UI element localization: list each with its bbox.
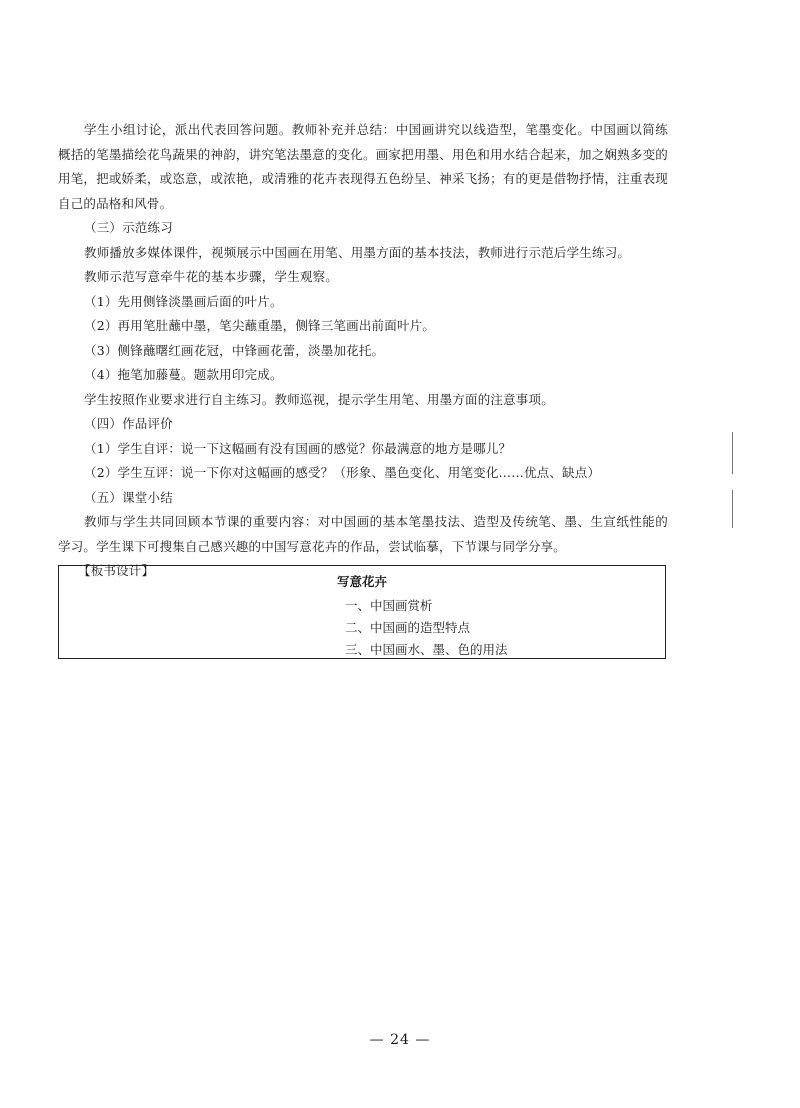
section-heading-evaluation: （四）作品评价 [84, 416, 173, 431]
board-design-box [58, 565, 666, 659]
steps-intro-paragraph: 教师示范写意牵牛花的基本步骤，学生观察。 [84, 269, 339, 284]
board-design-label: 【板书设计】 [78, 563, 155, 578]
evaluation-item: （2）学生互评：说一下你对这幅画的感受？（形象、墨色变化、用笔变化……优点、缺点） [84, 465, 601, 480]
step-item: （2）再用笔肚蘸中墨，笔尖蘸重墨，侧锋三笔画出前面叶片。 [84, 318, 436, 333]
board-line: 一、中国画赏析 [345, 598, 433, 613]
demo-paragraph: 教师播放多媒体课件，视频展示中国画在用笔、用墨方面的基本技法，教师进行示范后学生练习。 [84, 244, 631, 260]
section-heading-demo-practice: （三）示范练习 [84, 220, 173, 235]
practice-paragraph: 学生按照作业要求进行自主练习。教师巡视，提示学生用笔、用墨方面的注意事项。 [84, 391, 554, 407]
step-item: （1）先用侧锋淡墨画后面的叶片。 [84, 293, 283, 309]
board-line: 二、中国画的造型特点 [345, 620, 471, 635]
board-line: 三、中国画水、墨、色的用法 [345, 642, 508, 657]
evaluation-item: （1）学生自评：说一下这幅画有没有国画的感觉？你最满意的地方是哪儿？ [84, 440, 512, 456]
margin-mark [732, 432, 733, 474]
summary-closing-paragraph: 教师与学生共同回顾本节课的重要内容：对中国画的基本笔墨技法、造型及传统笔、墨、生宣纸性能的学习。学生课下可搜集自己感兴趣的中国写意花卉的作品，尝试临摹，下节课与同学分享。 [58, 514, 668, 554]
lesson-text [58, 118, 668, 584]
step-item: （4）拖笔加藤蔓。题款用印完成。 [84, 367, 283, 382]
page-number: — 24 — [369, 1032, 431, 1048]
board-title: 写意花卉 [336, 574, 387, 589]
summary-paragraph: 学生小组讨论，派出代表回答问题。教师补充并总结：中国画讲究以线造型，笔墨变化。中国画以简练概括的笔墨描绘花鸟蔬果的神韵，讲究笔法墨意的变化。画家把用墨、用色和用水结合起来，加之娴熟多变的用笔，把或娇柔，或恣意，或浓艳，或清雅的花卉表现得五色纷呈、神采飞扬；有的更是借物抒情，注重表现自己的品格和风骨。 [58, 122, 668, 211]
step-item: （3）侧锋蘸曙红画花冠，中锋画花蕾，淡墨加花托。 [84, 342, 385, 358]
margin-mark [732, 490, 733, 528]
section-heading-summary: （五）课堂小结 [84, 489, 173, 505]
